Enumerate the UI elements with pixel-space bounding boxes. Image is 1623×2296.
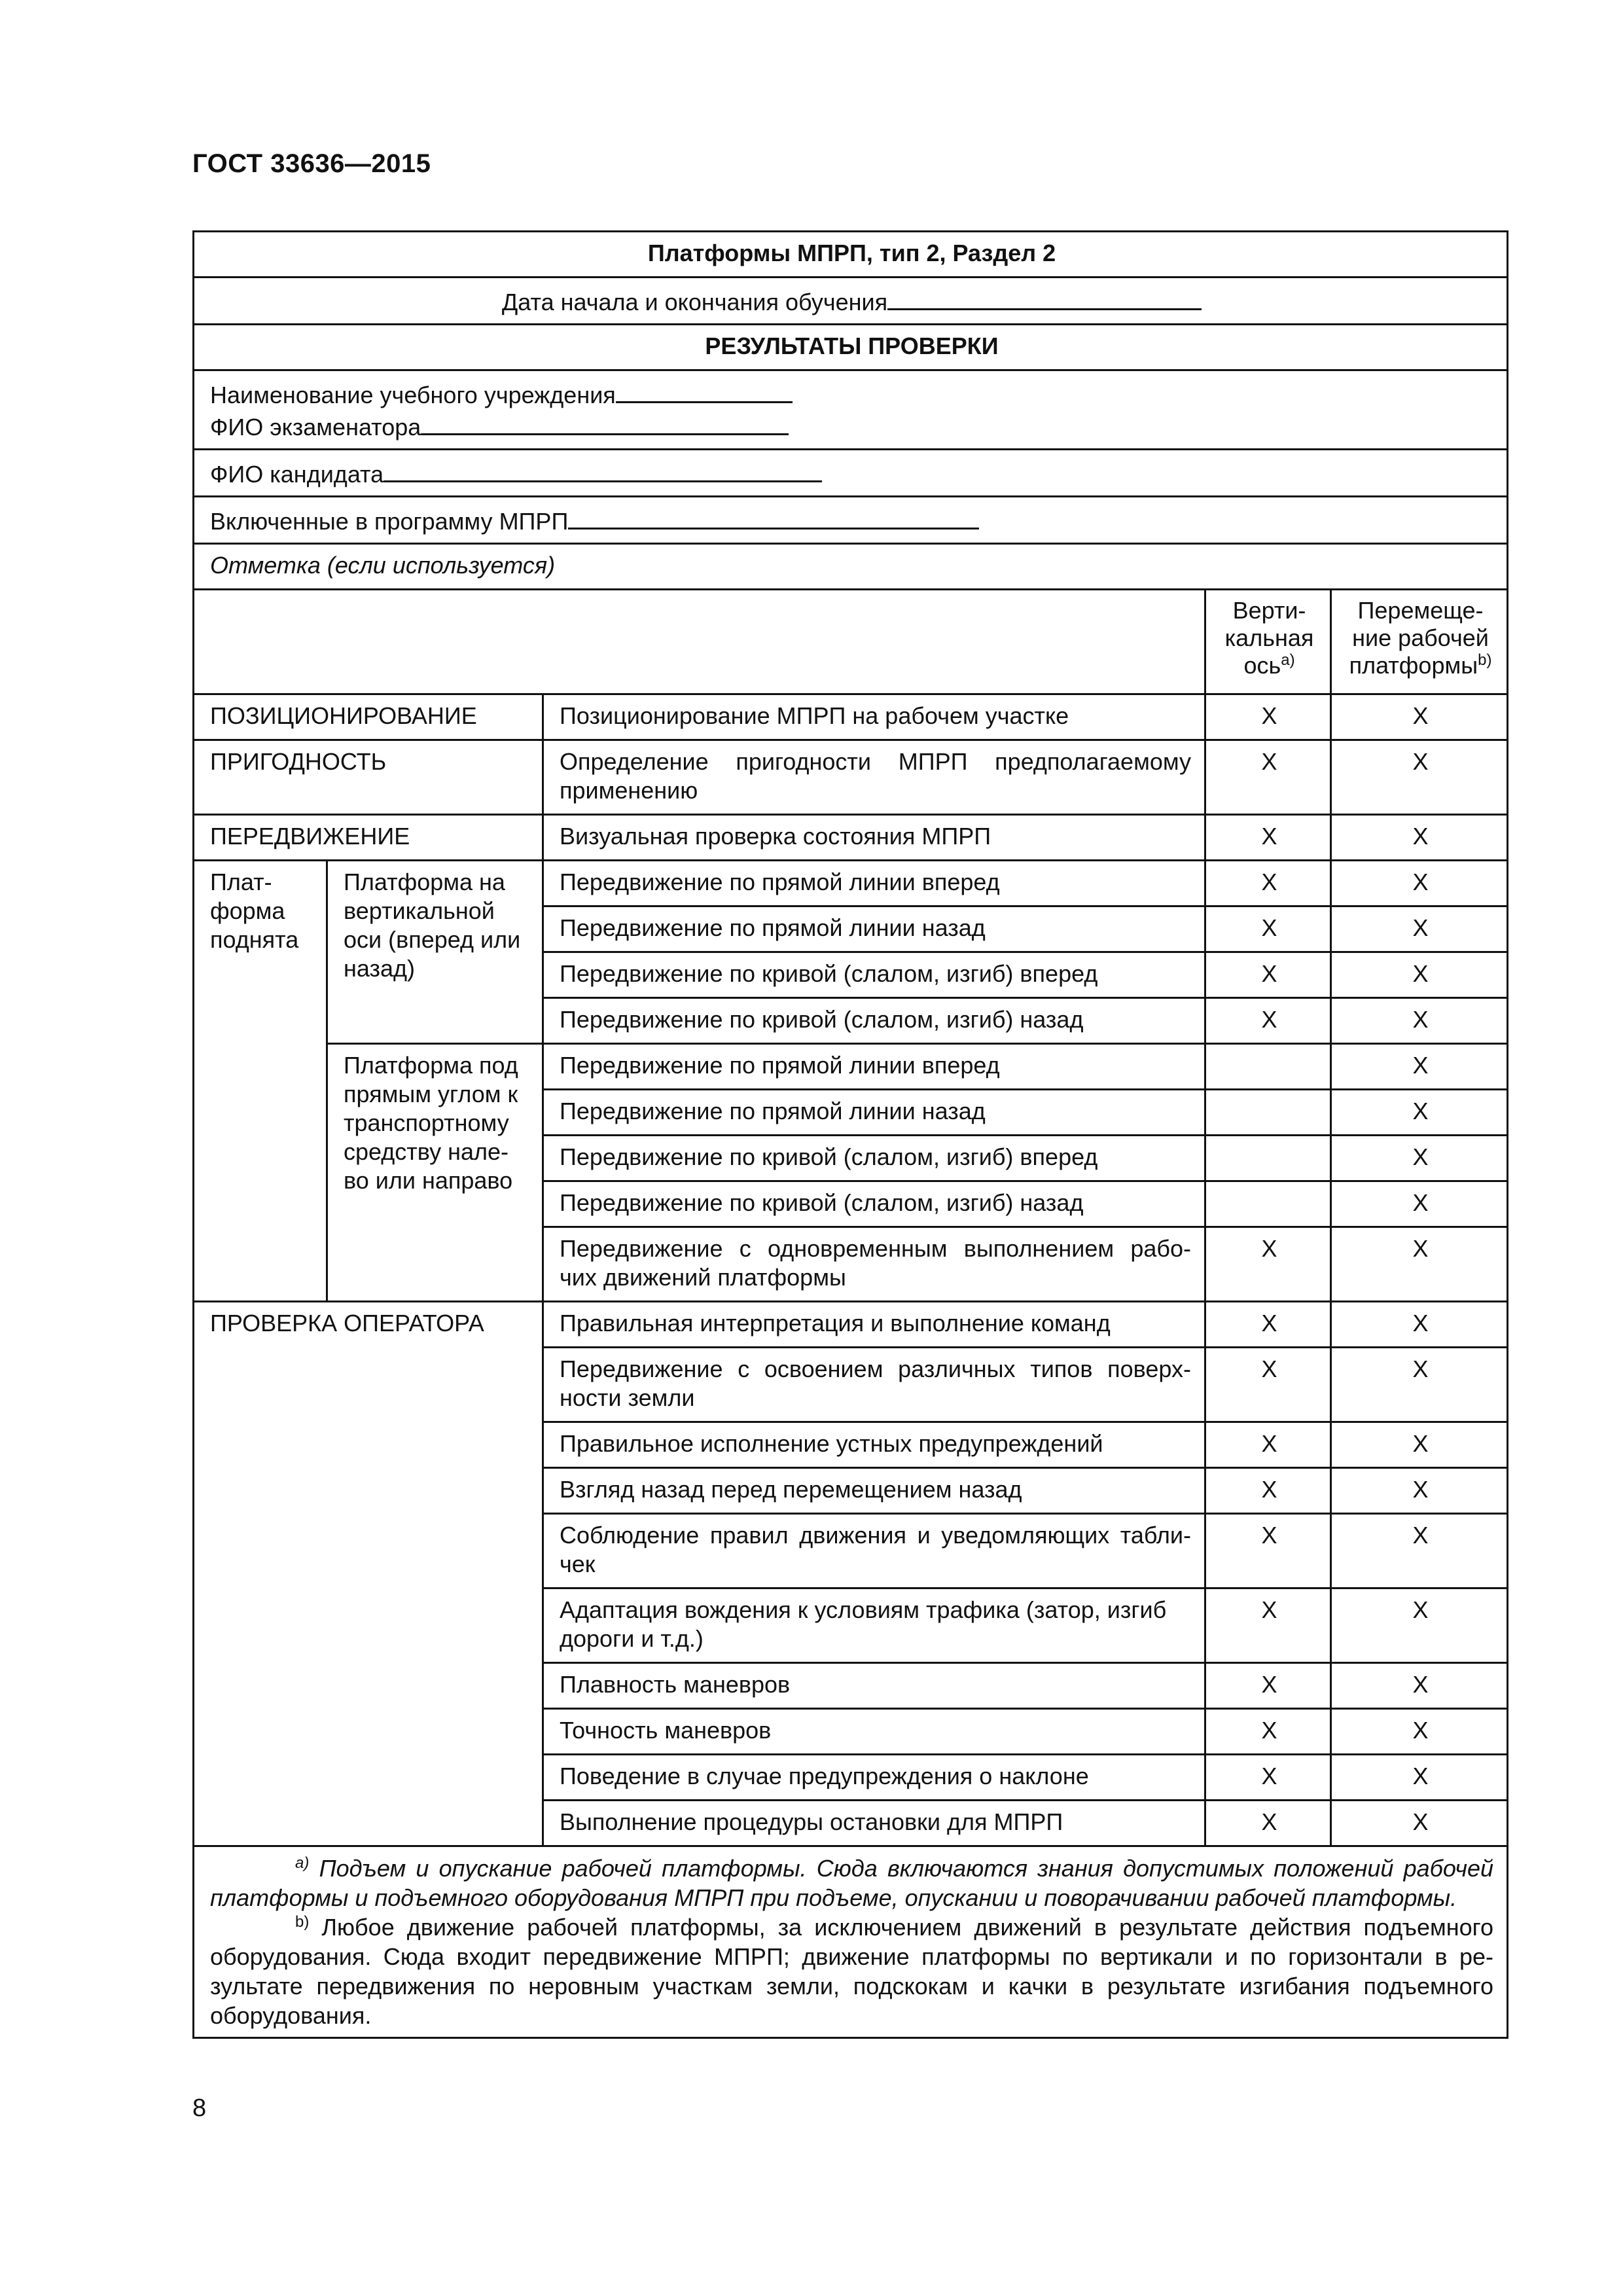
mark-vertical-axis: X xyxy=(1205,906,1331,952)
item-text: Поведение в случае предупреждения о наклоне xyxy=(543,1755,1205,1801)
mark-vertical-axis: X xyxy=(1205,1468,1331,1514)
mark-platform-movement: X xyxy=(1331,1468,1508,1514)
results-heading: РЕЗУЛЬТАТЫ ПРОВЕРКИ xyxy=(194,325,1508,370)
mark-vertical-axis: X xyxy=(1205,861,1331,906)
candidate-row xyxy=(194,450,1508,497)
item-text: Передвижение по прямой линии назад xyxy=(543,1090,1205,1136)
item-text: Выполнение процедуры остановки для МПРП xyxy=(543,1801,1205,1846)
mark-platform-movement: X xyxy=(1331,1181,1508,1227)
mark-vertical-axis: X xyxy=(1205,1801,1331,1846)
mark-label: Отметка (если используется) xyxy=(194,544,1508,590)
institution-label: Наименование учебного учреждения xyxy=(210,382,616,408)
table-row xyxy=(194,740,1508,815)
mark-platform-movement: X xyxy=(1331,952,1508,998)
mark-platform-movement: X xyxy=(1331,1755,1508,1801)
section-operator-check: ПРОВЕРКА ОПЕРАТОРА xyxy=(194,1302,543,1846)
section-suitability: ПРИГОДНОСТЬ xyxy=(194,740,543,815)
mark-vertical-axis-empty xyxy=(1205,1136,1331,1181)
item-text: Передвижение по кривой (слалом, изгиб) назад xyxy=(543,1181,1205,1227)
mark-vertical-axis: X xyxy=(1205,1422,1331,1468)
item-text: Соблюдение правил движения и уведомляющих табли- чек xyxy=(543,1514,1205,1588)
footnote-ref-a: a) xyxy=(1281,651,1295,669)
mark-platform-movement: X xyxy=(1331,1588,1508,1663)
subsection-platform-raised: Плат- форма поднята xyxy=(194,861,327,1302)
item-text: Визуальная проверка состояния МПРП xyxy=(543,815,1205,861)
mark-vertical-axis: X xyxy=(1205,740,1331,815)
candidate-blank-line xyxy=(383,457,822,482)
mark-platform-movement: X xyxy=(1331,1709,1508,1755)
item-text: Точность маневров xyxy=(543,1709,1205,1755)
subsection-vertical-axis: Платформа на вертикальной оси (вперед или назад) xyxy=(327,861,543,1044)
program-label: Включенные в программу МПРП xyxy=(210,508,569,535)
mark-vertical-axis: X xyxy=(1205,694,1331,740)
footnote-a: $^{a)}$ Подъем и опускание рабочей платформы. Сюда включаются знания допустимых положений рабочей платформы и подъемного оборудования МПРП при подъеме, опускании и поворачивании рабочей платформы. xyxy=(210,1854,1494,1911)
mark-vertical-axis: X xyxy=(1205,998,1331,1044)
mark-platform-movement: X xyxy=(1331,1514,1508,1588)
table-row xyxy=(194,815,1508,861)
item-text: Правильное исполнение устных предупреждений xyxy=(543,1422,1205,1468)
mark-platform-movement: X xyxy=(1331,1227,1508,1302)
mark-platform-movement: X xyxy=(1331,1663,1508,1709)
footnote-ref-b: b) xyxy=(1478,651,1492,669)
mark-vertical-axis-empty xyxy=(1205,1044,1331,1090)
examiner-blank-line xyxy=(421,410,789,435)
item-text: Передвижение по кривой (слалом, изгиб) назад xyxy=(543,998,1205,1044)
mark-platform-movement: X xyxy=(1331,815,1508,861)
mark-vertical-axis: X xyxy=(1205,1709,1331,1755)
results-heading-row xyxy=(194,325,1508,370)
mark-vertical-axis: X xyxy=(1205,815,1331,861)
mark-platform-movement: X xyxy=(1331,694,1508,740)
subsection-right-angle: Платформа под прямым углом к транспортному средству нале- во или направо xyxy=(327,1044,543,1302)
footnote-b: $^{b)}$ Любое движение рабочей платформы, за исключением движений в результате действия подъемного оборудования. Сюда входит передвижение МПРП; движение платформы по вертикали и по горизонтали в ре- зультате передвижения по неровным участкам земли, подскокам и качки в результате изгибания подъемного оборудования. xyxy=(210,1913,1494,2029)
mark-platform-movement: X xyxy=(1331,906,1508,952)
item-text: Позиционирование МПРП на рабочем участке xyxy=(543,694,1205,740)
mark-platform-movement: X xyxy=(1331,1348,1508,1422)
item-text: Передвижение по кривой (слалом, изгиб) вперед xyxy=(543,1136,1205,1181)
column-header-platform-movement: Перемеще- ние рабочей платформы$^{b)}$ xyxy=(1331,590,1508,694)
mark-vertical-axis-empty xyxy=(1205,1181,1331,1227)
mark-platform-movement: X xyxy=(1331,1044,1508,1090)
column-header-vertical-axis: Верти- кальная ось$^{a)}$ xyxy=(1205,590,1331,694)
mark-vertical-axis: X xyxy=(1205,1302,1331,1348)
mark-vertical-axis: X xyxy=(1205,1663,1331,1709)
date-blank-line xyxy=(887,285,1202,310)
mark-platform-movement: X xyxy=(1331,998,1508,1044)
mark-platform-movement: X xyxy=(1331,1302,1508,1348)
date-row xyxy=(194,278,1508,325)
item-text: Передвижение по прямой линии назад xyxy=(543,906,1205,952)
document-title: ГОСТ 33636—2015 xyxy=(192,149,431,178)
mark-vertical-axis: X xyxy=(1205,952,1331,998)
table-row xyxy=(194,1302,1508,1348)
mark-vertical-axis: X xyxy=(1205,1227,1331,1302)
institution-row xyxy=(194,370,1508,450)
program-blank-line xyxy=(568,504,979,529)
candidate-label: ФИО кандидата xyxy=(210,461,384,488)
item-text: Передвижение по прямой линии вперед xyxy=(543,861,1205,906)
program-row xyxy=(194,497,1508,544)
mark-platform-movement: X xyxy=(1331,1422,1508,1468)
page-number: 8 xyxy=(192,2094,207,2122)
table-row xyxy=(194,861,1508,906)
mark-platform-movement: X xyxy=(1331,740,1508,815)
item-text: Передвижение по кривой (слалом, изгиб) вперед xyxy=(543,952,1205,998)
table-row xyxy=(194,694,1508,740)
item-text: Передвижение с одновременным выполнением рабо- чих движений платформы xyxy=(543,1227,1205,1302)
table-title-row xyxy=(194,232,1508,278)
item-text: Взгляд назад перед перемещением назад xyxy=(543,1468,1205,1514)
table-title: Платформы МПРП, тип 2, Раздел 2 xyxy=(194,232,1508,278)
mark-row xyxy=(194,544,1508,590)
item-text: Передвижение с освоением различных типов поверх- ности земли xyxy=(543,1348,1205,1422)
mark-platform-movement: X xyxy=(1331,861,1508,906)
mark-platform-movement: X xyxy=(1331,1136,1508,1181)
examiner-label: ФИО экзаменатора xyxy=(210,414,421,440)
date-label: Дата начала и окончания обучения xyxy=(501,289,888,315)
footnotes xyxy=(194,1846,1508,2038)
item-text: Передвижение по прямой линии вперед xyxy=(543,1044,1205,1090)
mark-platform-movement: X xyxy=(1331,1801,1508,1846)
mark-platform-movement: X xyxy=(1331,1090,1508,1136)
results-table xyxy=(192,230,1508,2039)
item-text: Адаптация вождения к условиям трафика (затор, изгиб дороги и т.д.) xyxy=(543,1588,1205,1663)
section-positioning: ПОЗИЦИОНИРОВАНИЕ xyxy=(194,694,543,740)
item-text: Определение пригодности МПРП предполагаемому применению xyxy=(543,740,1205,815)
item-text: Плавность маневров xyxy=(543,1663,1205,1709)
item-text: Правильная интерпретация и выполнение команд xyxy=(543,1302,1205,1348)
mark-vertical-axis: X xyxy=(1205,1588,1331,1663)
institution-blank-line xyxy=(616,378,793,403)
section-movement: ПЕРЕДВИЖЕНИЕ xyxy=(194,815,543,861)
footnotes-row xyxy=(194,1846,1508,2038)
table-row xyxy=(194,1044,1508,1090)
mark-vertical-axis-empty xyxy=(1205,1090,1331,1136)
mark-vertical-axis: X xyxy=(1205,1514,1331,1588)
mark-vertical-axis: X xyxy=(1205,1348,1331,1422)
column-header-row xyxy=(194,590,1508,694)
mark-vertical-axis: X xyxy=(1205,1755,1331,1801)
